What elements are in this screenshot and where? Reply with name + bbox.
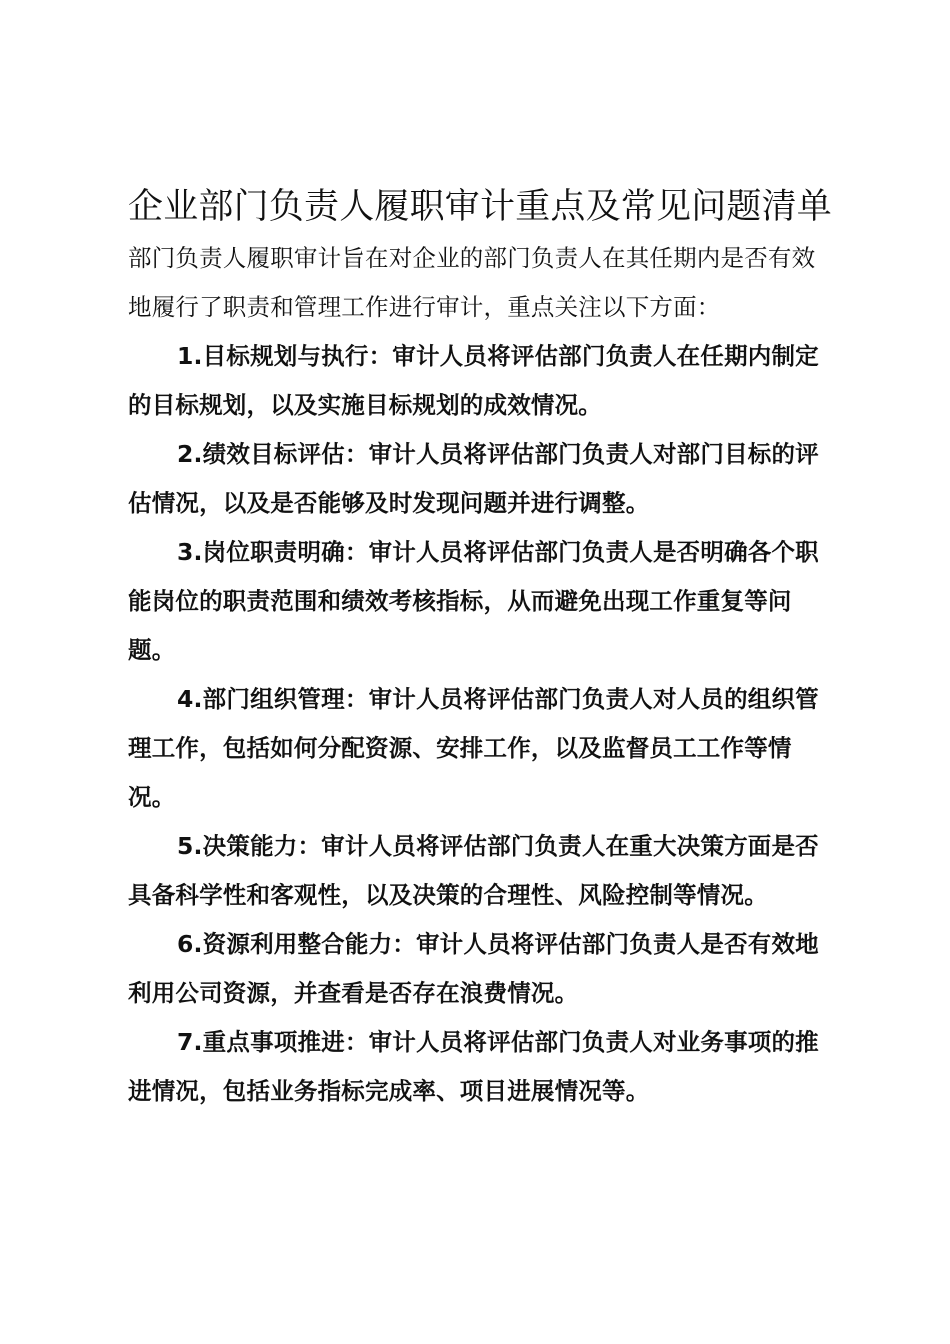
audit-item-7: 7.重点事项推进：审计人员将评估部门负责人对业务事项的推进情况，包括业务指标完成率、项目进展情况等。 (128, 1028, 819, 1105)
audit-item-4: 4.部门组织管理：审计人员将评估部门负责人对人员的组织管理工作，包括如何分配资源、安排工作，以及监督员工工作等情况。 (128, 685, 819, 811)
audit-item-2: 2.绩效目标评估：审计人员将评估部门负责人对部门目标的评估情况，以及是否能够及时发现问题并进行调整。 (128, 440, 819, 517)
document-title: 企业部门负责人履职审计重点及常见问题清单 (128, 187, 833, 227)
audit-item-5: 5.决策能力：审计人员将评估部门负责人在重大决策方面是否具备科学性和客观性，以及决策的合理性、风险控制等情况。 (128, 832, 819, 909)
audit-item-6: 6.资源利用整合能力：审计人员将评估部门负责人是否有效地利用公司资源，并查看是否存在浪费情况。 (128, 930, 819, 1007)
audit-item-3: 3.岗位职责明确：审计人员将评估部门负责人是否明确各个职能岗位的职责范围和绩效考核指标，从而避免出现工作重复等问题。 (128, 538, 819, 664)
intro-paragraph: 部门负责人履职审计旨在对企业的部门负责人在其任期内是否有效地履行了职责和管理工作进行审计，重点关注以下方面： (128, 244, 816, 321)
document-page (128, 180, 836, 1116)
audit-item-1: 1.目标规划与执行：审计人员将评估部门负责人在任期内制定的目标规划，以及实施目标规划的成效情况。 (128, 342, 819, 419)
